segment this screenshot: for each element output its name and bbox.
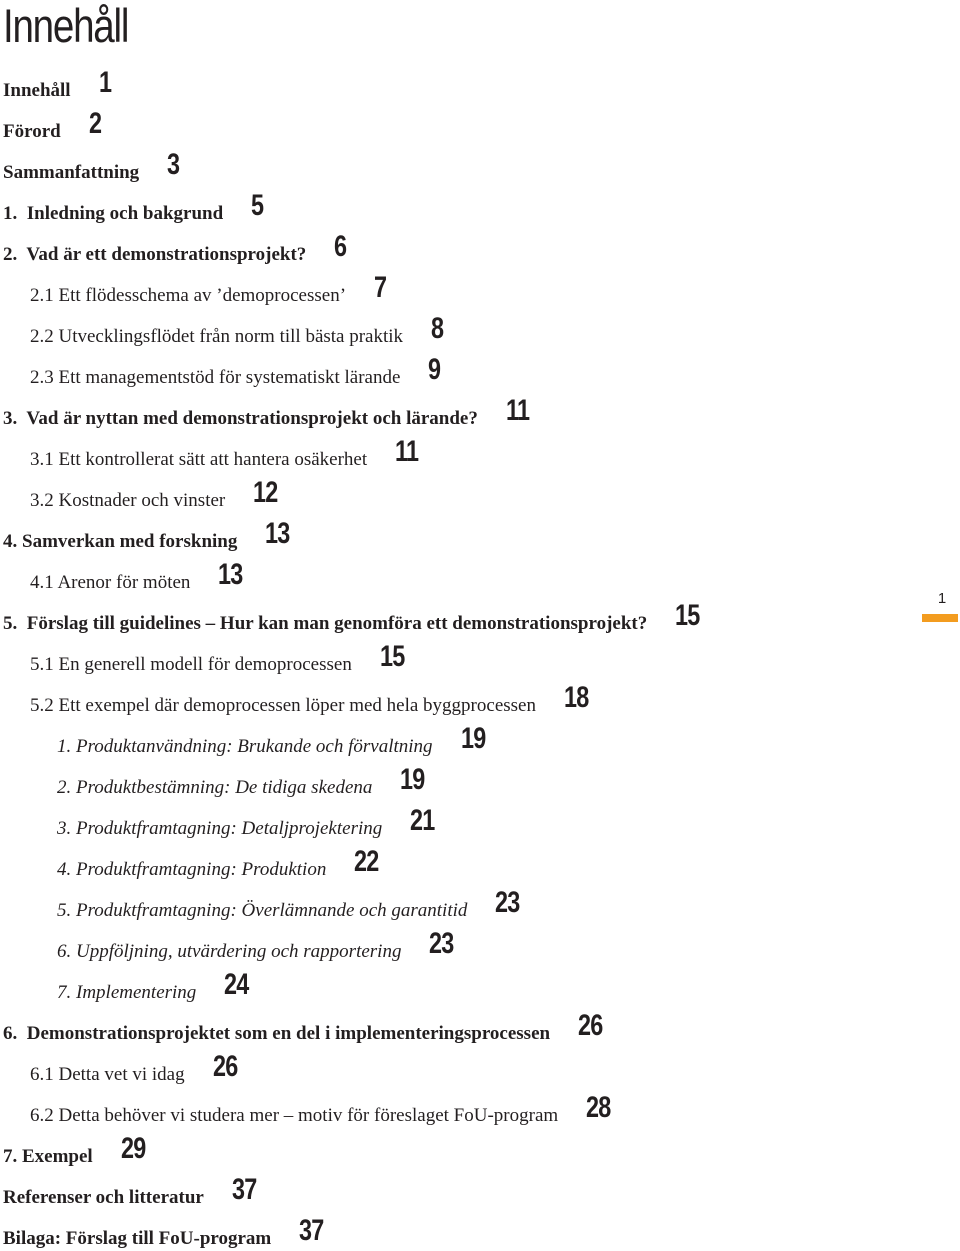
toc-entry-page: 37	[299, 1214, 324, 1247]
page-number: 1	[937, 590, 947, 607]
toc-entry[interactable]	[0, 389, 536, 430]
toc-entry[interactable]	[0, 102, 104, 143]
toc-entry-page: 2	[88, 107, 101, 140]
toc-entry[interactable]	[0, 676, 595, 717]
toc-entry[interactable]	[0, 963, 256, 1004]
toc-entry-label: 3.1 Ett kontrollerat sätt att hantera osäkerhet	[30, 449, 368, 470]
toc-entry-page: 15	[379, 640, 405, 673]
toc-entry-label: 5.2 Ett exempel där demoprocessen löper med hela byggprocessen	[30, 695, 536, 716]
toc-entry-page: 15	[675, 599, 700, 632]
toc-entry[interactable]	[0, 717, 492, 758]
toc-entry-page: 11	[505, 394, 530, 427]
toc-entry[interactable]	[0, 430, 425, 471]
toc-entry-label: 1. Produktanvändning: Brukande och förvaltning	[57, 736, 433, 757]
toc-entry[interactable]	[0, 348, 444, 389]
toc-entry-label: 2. Vad är ett demonstrationsprojekt?	[3, 244, 307, 265]
toc-entry-label: 5. Förslag till guidelines – Hur kan man genomföra ett demonstrationsprojekt?	[3, 613, 648, 634]
toc-entry[interactable]	[0, 1127, 152, 1168]
toc-entry[interactable]	[0, 840, 386, 881]
toc-entry-page: 18	[563, 681, 589, 714]
toc-entry[interactable]	[0, 61, 114, 102]
toc-entry-label: 6. Uppföljning, utvärdering och rapportering	[57, 941, 402, 962]
toc-entry-label: Förord	[3, 121, 61, 142]
toc-entry-label: 4. Samverkan med forskning	[3, 531, 238, 552]
toc-entry-page: 26	[212, 1050, 238, 1083]
toc-entry-page: 28	[586, 1091, 611, 1124]
toc-entry[interactable]	[0, 307, 447, 348]
toc-entry-page: 13	[265, 517, 290, 550]
toc-entry[interactable]	[0, 184, 267, 225]
toc-entry-page: 11	[395, 435, 419, 468]
toc-entry-label: 3.2 Kostnader och vinster	[30, 490, 226, 511]
toc-entry[interactable]	[0, 512, 297, 553]
toc-entry-label: Referenser och litteratur	[3, 1187, 204, 1208]
toc-entry-label: 1. Inledning och bakgrund	[3, 203, 224, 224]
toc-entry-label: Innehåll	[3, 80, 71, 101]
toc-entry-page: 13	[218, 558, 243, 591]
toc-entry-label: 2.2 Utvecklingsflödet från norm till bästa praktik	[30, 326, 404, 347]
toc-entry-label: 2. Produktbestämning: De tidiga skedena	[57, 777, 373, 798]
toc-entry[interactable]	[0, 594, 707, 635]
toc-entry[interactable]	[0, 225, 350, 266]
toc-entry-page: 3	[167, 148, 180, 181]
toc-entry-label: 3. Vad är nyttan med demonstrationsprojekt och lärande?	[3, 408, 478, 429]
toc-entry-label: 4. Produktframtagning: Produktion	[57, 859, 327, 880]
toc-entry-page: 9	[428, 353, 441, 386]
toc-entry-label: 3. Produktframtagning: Detaljprojektering	[57, 818, 383, 839]
toc-entry-page: 24	[224, 968, 249, 1001]
toc-entry-page: 7	[374, 271, 387, 304]
toc-entry-page: 19	[460, 722, 486, 755]
toc-entry-label: 7. Implementering	[57, 982, 197, 1003]
toc-entry[interactable]	[0, 266, 390, 307]
toc-entry[interactable]	[0, 1045, 244, 1086]
toc-entry-page: 37	[231, 1173, 257, 1206]
toc-entry-page: 21	[410, 804, 435, 837]
toc-entry-page: 6	[334, 230, 347, 263]
toc-entry[interactable]	[0, 1209, 331, 1250]
toc-entry-page: 8	[431, 312, 444, 345]
toc-entry-page: 1	[98, 66, 111, 99]
toc-entry-label: 2.3 Ett managementstöd för systematiskt lärande	[30, 367, 401, 388]
toc-entry-page: 26	[578, 1009, 603, 1042]
toc-entry[interactable]	[0, 1004, 609, 1045]
toc-entry[interactable]	[0, 1168, 263, 1209]
toc-entry[interactable]	[0, 922, 461, 963]
toc-entry-page: 23	[429, 927, 454, 960]
toc-entry-label: 6.2 Detta behöver vi studera mer – motiv för föreslaget FoU-program	[30, 1105, 559, 1126]
toc-entry-label: 6. Demonstrationsprojektet som en del i implementeringsprocessen	[3, 1023, 551, 1044]
page-title: Innehåll	[3, 0, 129, 52]
page-number-accent-bar	[922, 614, 958, 622]
toc-entry-label: 6.1 Detta vet vi idag	[30, 1064, 185, 1085]
toc-entry-page: 12	[253, 476, 278, 509]
toc-entry-label: 5. Produktframtagning: Överlämnande och garantitid	[57, 900, 468, 921]
toc-entry-label: Bilaga: Förslag till FoU-program	[3, 1228, 272, 1249]
toc-entry[interactable]	[0, 799, 442, 840]
toc-entry[interactable]	[0, 143, 183, 184]
toc-entry-label: 2.1 Ett flödesschema av ’demoprocessen’	[30, 285, 347, 306]
toc-entry-label: 5.1 En generell modell för demoprocessen	[30, 654, 352, 675]
toc-entry-label: 7. Exempel	[3, 1146, 93, 1167]
toc-entry-page: 19	[400, 763, 425, 796]
toc-entry[interactable]	[0, 471, 285, 512]
toc-entry-page: 5	[251, 189, 264, 222]
toc-entry[interactable]	[0, 881, 527, 922]
toc-entry-page: 22	[354, 845, 379, 878]
toc-entry-page: 29	[120, 1132, 146, 1165]
toc-entry-label: 4.1 Arenor för möten	[30, 572, 191, 593]
toc-entry-label: Sammanfattning	[3, 162, 140, 183]
toc-entry-page: 23	[495, 886, 520, 919]
toc-entry[interactable]	[0, 758, 432, 799]
toc-entry[interactable]	[0, 1086, 618, 1127]
toc-entry[interactable]	[0, 553, 250, 594]
toc-entry[interactable]	[0, 635, 411, 676]
